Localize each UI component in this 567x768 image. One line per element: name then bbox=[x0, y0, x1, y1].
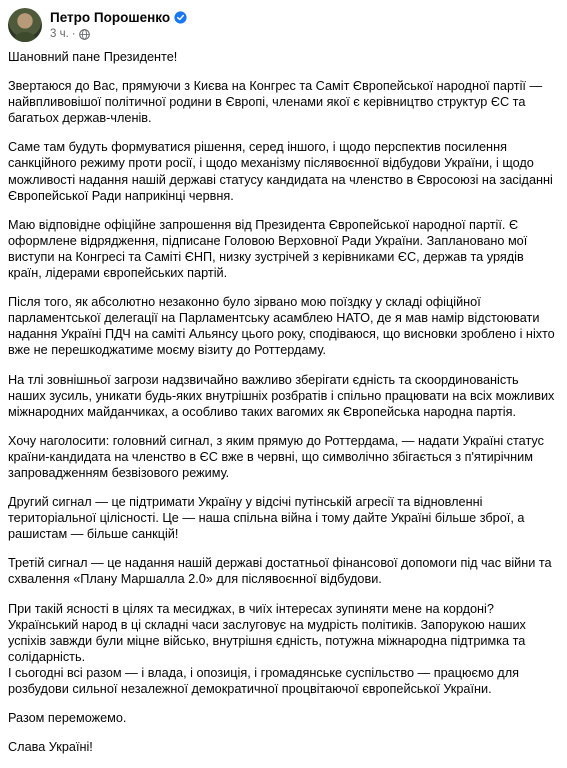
post-paragraph-greeting: Шановний пане Президенте! bbox=[8, 50, 178, 64]
post-timestamp[interactable]: 3 ч. bbox=[50, 28, 69, 40]
post-sign-off: Разом переможемо. bbox=[8, 711, 127, 726]
post-paragraph: Саме там будуть формуватися рішення, серед іншого, і щодо перспектив посилення санкційного режиму проти росії, і щодо механізму післявоєнної відбудови України, і щодо можливості надання нашій державі статусу кандидата на членство в Євросоюзі на засіданні Європейської Ради наприкінці червня. bbox=[8, 140, 553, 203]
post-meta-row bbox=[50, 27, 187, 42]
post-paragraph: Після того, як абсолютно незаконно було зірвано мою поїздку у складі офіційної парламентської делегації на Парламентську асамблею НАТО, де я мав намір відстоювати надання Україні ПДЧ на саміті Альянсу цього року, сподіваюся, що висновки зроблено і ніхто вже не перешкоджатиме моєму візиту до Роттердаму. bbox=[8, 295, 555, 358]
post-paragraph: Третій сигнал — це надання нашій державі достатньої фінансової допомоги під час війни та схвалення «Плану Маршалла 2.0» для післявоєнної відбудови. bbox=[8, 556, 552, 587]
post-paragraph: Маю відповідне офіційне запрошення від Президента Європейської народної партії. Є оформлене відрядження, підписане Головою Верховної Ради України. Заплановано мої виступи на Конгресі та Саміті ЄНП, низку зустрічей з керівниками ЄС, держав та урядів країн, лідерами європейських партій. bbox=[8, 217, 528, 281]
post-paragraph: При такій ясності в цілях та месиджах, в чиїх інтересах зупиняти мене на кордоні? Український народ в ці складні часи заслуговує на мудрість політиків. Запорукою наших успіхів завжди були міцне військо, внутрішня єдність, потужна міжнародна підтримка та солідарність. bbox=[8, 601, 526, 664]
verified-badge-icon bbox=[174, 11, 187, 24]
author-meta bbox=[50, 9, 187, 42]
post-paragraph: Хочу наголосити: головний сигнал, з яким прямую до Роттердама, — надати Україні статус країни-кандидата на членство в ЄС вже в червні, що символічно збігається з п'ятирічним запровадженням безвізового режиму. bbox=[8, 433, 544, 480]
author-name-row bbox=[50, 9, 187, 26]
post-paragraph: І сьогодні всі разом — і влада, і опозиція, і громадянське суспільство — працюємо для розбудови сильної незалежної демократичної процвітаючої європейської України. bbox=[8, 665, 519, 696]
post-paragraph: Звертаюся до Вас, прямуючи з Києва на Конгрес та Саміт Європейської народної партії — найвпливовішої політичної родини в Європі, членами якої є керівництво структур ЄС та багатьох держав-членів. bbox=[8, 79, 543, 126]
author-avatar[interactable] bbox=[8, 8, 42, 42]
meta-separator: · bbox=[71, 28, 76, 40]
post-paragraph: Другий сигнал — це підтримати Україну у відсічі путінській агресії та відновленні територіальної цілісності. Це — наша спільна війна і тому дайте Україні більше зброї, а рашистам — більше санкцій! bbox=[8, 495, 525, 542]
post-paragraph: На тлі зовнішньої загрози надзвичайно важливо зберігати єдність та скоординованість наших зусиль, уникати будь-яких внутрішніх розбратів і спільно працювати на всіх можливих міжнародних майданчиках, а особливо таких вагомих як Європейська народна партія. bbox=[8, 372, 555, 419]
post-body bbox=[8, 49, 556, 768]
author-name[interactable]: Петро Порошенко bbox=[50, 9, 171, 25]
post-sign-off: Слава Україні! bbox=[8, 740, 93, 755]
globe-icon[interactable] bbox=[79, 29, 90, 40]
post-header bbox=[8, 8, 187, 42]
